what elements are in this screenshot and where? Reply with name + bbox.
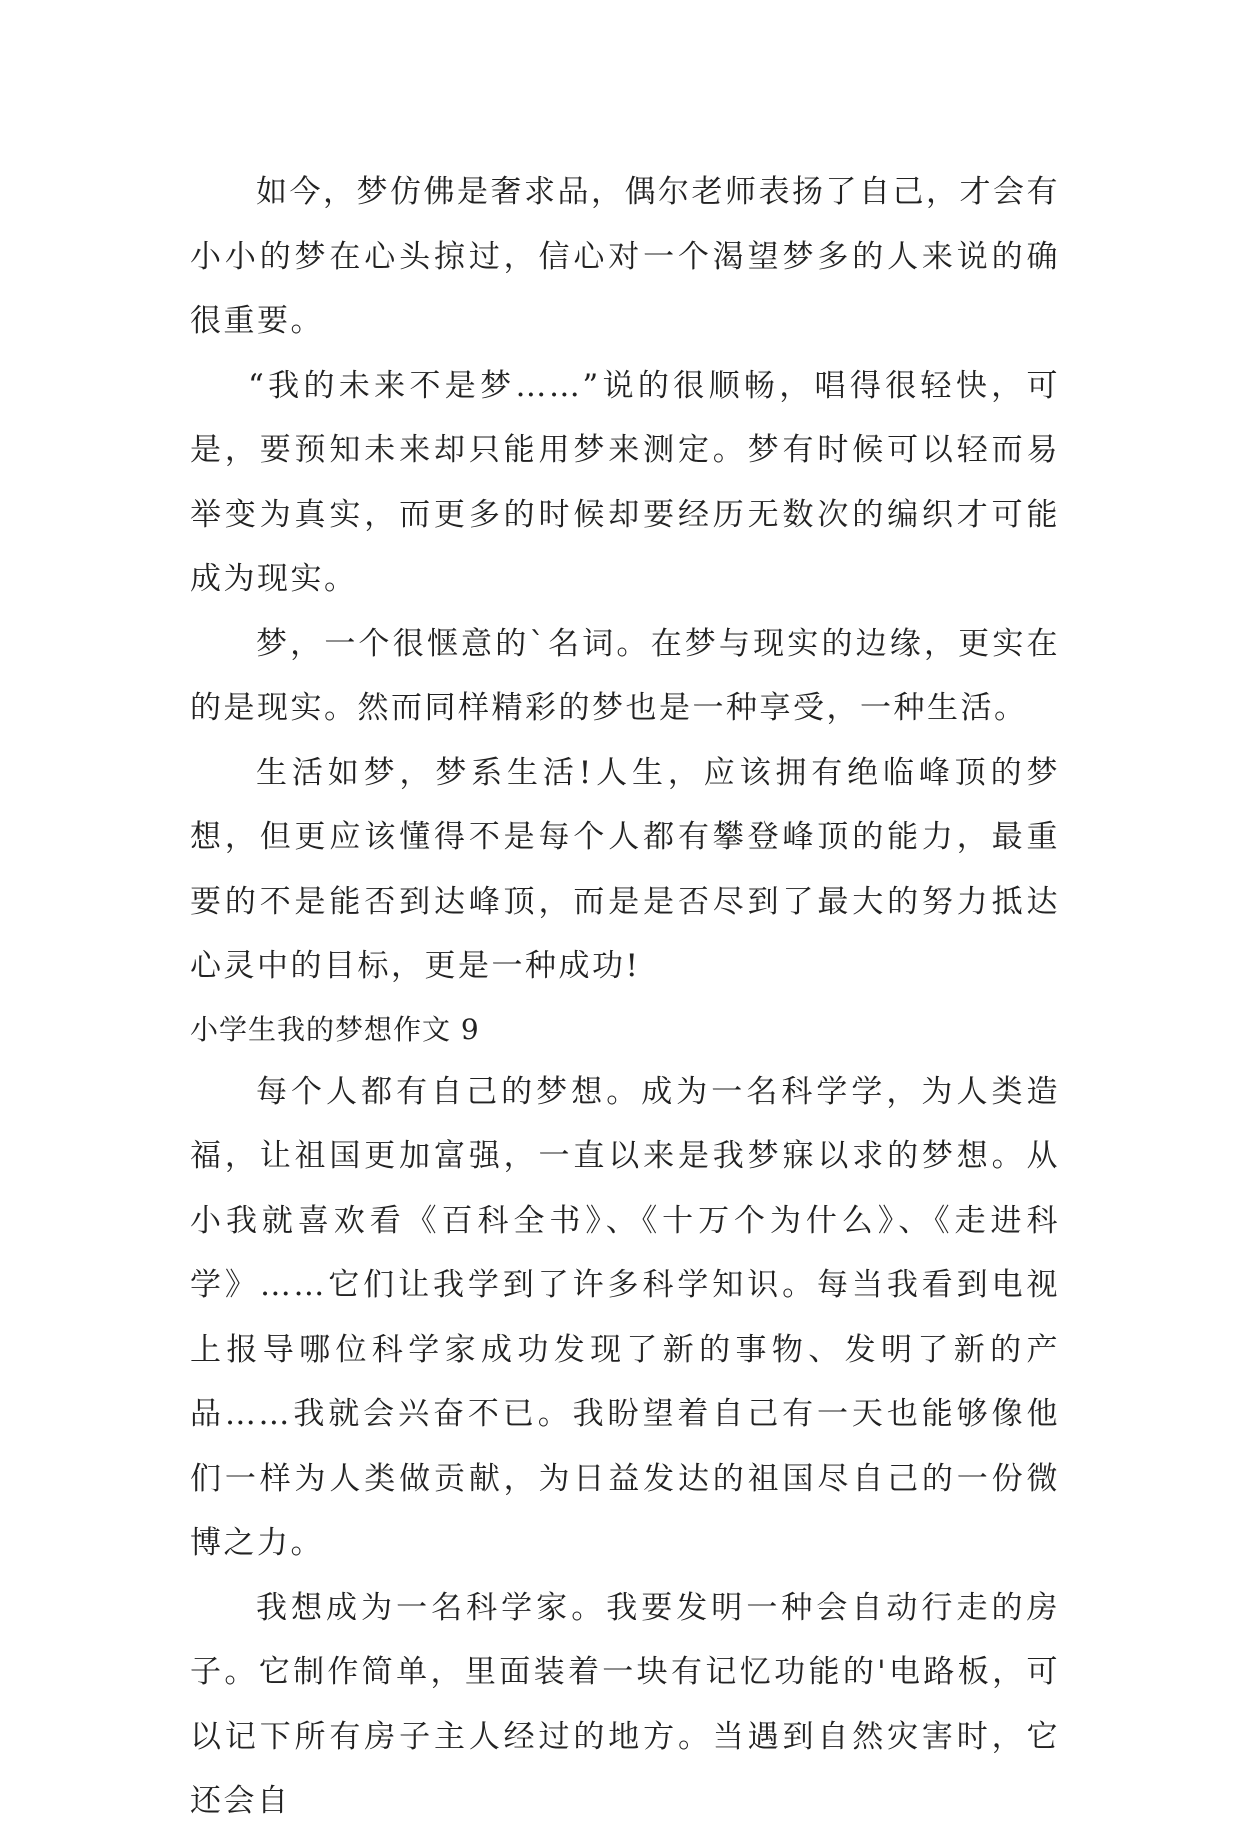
paragraph: 我想成为一名科学家。我要发明一种会自动行走的房子。它制作简单，里面装着一块有记忆功能的'电路板，可以记下所有房子主人经过的地方。当遇到自然灾害时，它还会自 [190, 1589, 1060, 1819]
document-page [190, 160, 1060, 1834]
section-title: 小学生我的梦想作文 9 [190, 1012, 480, 1046]
paragraph: 如今，梦仿佛是奢求品，偶尔老师表扬了自己，才会有小小的梦在心头掠过，信心对一个渴望梦多的人来说的确很重要。 [190, 174, 1060, 339]
paragraph: 每个人都有自己的梦想。成为一名科学学，为人类造福，让祖国更加富强，一直以来是我梦寐以求的梦想。从小我就喜欢看《百科全书》、《十万个为什么》、《走进科学》……它们让我学到了许多科学知识。每当我看到电视上报导哪位科学家成功发现了新的事物、发明了新的产品……我就会兴奋不已。我盼望着自己有一天也能够像他们一样为人类做贡献，为日益发达的祖国尽自己的一份微博之力。 [190, 1073, 1060, 1561]
paragraph: “我的未来不是梦……”说的很顺畅，唱得很轻快，可是，要预知未来却只能用梦来测定。梦有时候可以轻而易举变为真实，而更多的时候却要经历无数次的编织才可能成为现实。 [190, 367, 1060, 597]
paragraph: 梦，一个很惬意的`名词。在梦与现实的边缘，更实在的是现实。然而同样精彩的梦也是一种享受，一种生活。 [190, 625, 1060, 726]
paragraph: 生活如梦，梦系生活!人生，应该拥有绝临峰顶的梦想，但更应该懂得不是每个人都有攀登峰顶的能力，最重要的不是能否到达峰顶，而是是否尽到了最大的努力抵达心灵中的目标，更是一种成功! [190, 754, 1060, 984]
